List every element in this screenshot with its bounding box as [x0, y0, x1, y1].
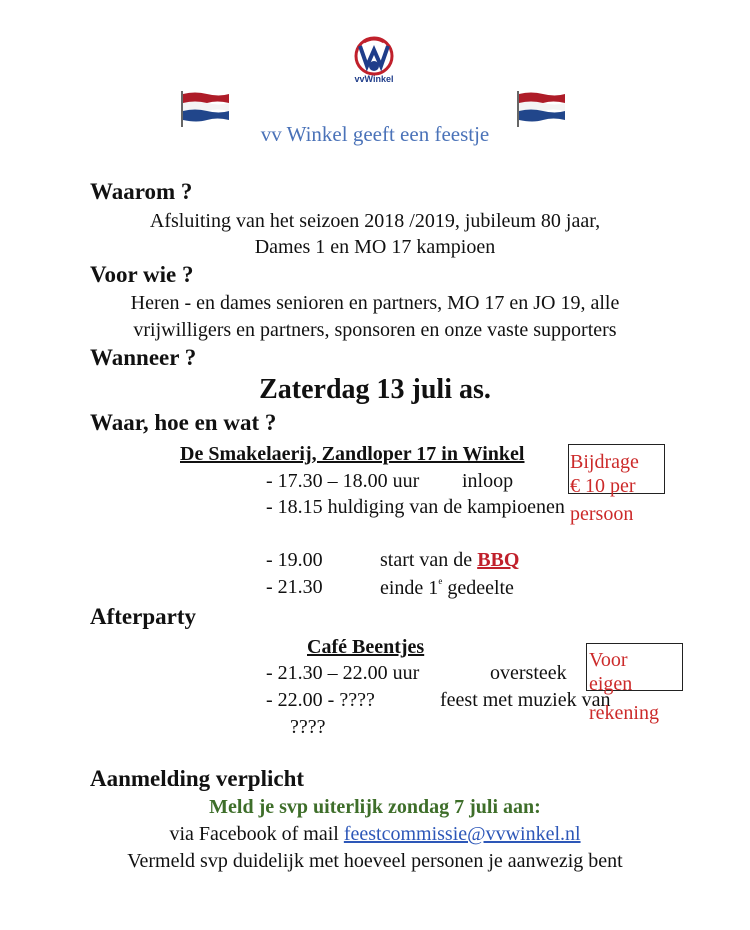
waarom-line-2: Dames 1 en MO 17 kampioen — [254, 236, 496, 258]
afterparty-item-time: - 21.30 – 22.00 uur — [266, 662, 420, 684]
afterparty-item-desc: oversteek — [490, 662, 567, 684]
bbq-highlight: BBQ — [477, 549, 520, 571]
contribution-note-1: Bijdrage — [570, 451, 639, 473]
own-account-note-3: rekening — [589, 702, 659, 724]
event-location: De Smakelaerij, Zandloper 17 in Winkel — [180, 443, 525, 465]
afterparty-venue: Café Beentjes — [307, 636, 425, 658]
end-suffix: gedeelte — [442, 577, 514, 599]
page-title: vv Winkel geeft een feestje — [260, 122, 490, 146]
own-account-note-1: Voor — [589, 649, 628, 671]
schedule-item-desc: inloop — [462, 470, 514, 492]
own-account-note-2: eigen — [589, 673, 633, 695]
signup-contact — [0, 823, 750, 846]
signup-note: Vermeld svp duidelijk met hoeveel personen je aanwezig bent — [127, 850, 623, 872]
afterparty-item-time: ???? — [290, 716, 326, 738]
schedule-item-time: - 19.00 — [266, 549, 323, 571]
waarom-line-1: Afsluiting van het seizoen 2018 /2019, jubileum 80 jaar, — [149, 210, 601, 232]
wanneer-heading: Wanneer ? — [90, 345, 197, 370]
schedule-item-time: - 21.30 — [266, 576, 323, 598]
aanmelding-heading: Aanmelding verplicht — [90, 766, 305, 791]
signup-deadline: Meld je svp uiterlijk zondag 7 juli aan: — [209, 796, 541, 818]
schedule-item-desc — [380, 549, 519, 572]
afterparty-item-desc: feest met muziek van — [440, 689, 611, 711]
logo-text: vvWinkel — [354, 74, 394, 84]
schedule-item-time: - 18.15 huldiging van de kampioenen — [266, 496, 565, 518]
club-logo — [350, 36, 398, 86]
voor-wie-line-1: Heren - en dames senioren en partners, MO 17 en JO 19, alle — [130, 292, 620, 314]
bbq-prefix: start van de — [380, 549, 478, 571]
end-prefix: einde 1 — [380, 577, 439, 599]
voor-wie-heading: Voor wie ? — [90, 262, 194, 287]
schedule-item-time: - 17.30 – 18.00 uur — [266, 470, 420, 492]
afterparty-item-time: - 22.00 - ???? — [266, 689, 375, 711]
signup-via: via Facebook of mail — [169, 823, 344, 845]
contribution-note-3: persoon — [570, 503, 634, 525]
waarom-heading: Waarom ? — [90, 179, 193, 204]
end-sup: e — [438, 576, 443, 586]
email-link[interactable]: feestcommissie@vvwinkel.nl — [343, 823, 581, 845]
voor-wie-line-2: vrijwilligers en partners, sponsoren en onze vaste supporters — [133, 319, 617, 341]
schedule-item-desc — [380, 576, 514, 600]
afterparty-heading: Afterparty — [90, 604, 197, 629]
event-date: Zaterdag 13 juli as. — [259, 374, 491, 405]
contribution-note-2: € 10 per — [570, 475, 636, 497]
waar-heading: Waar, hoe en wat ? — [90, 410, 277, 435]
